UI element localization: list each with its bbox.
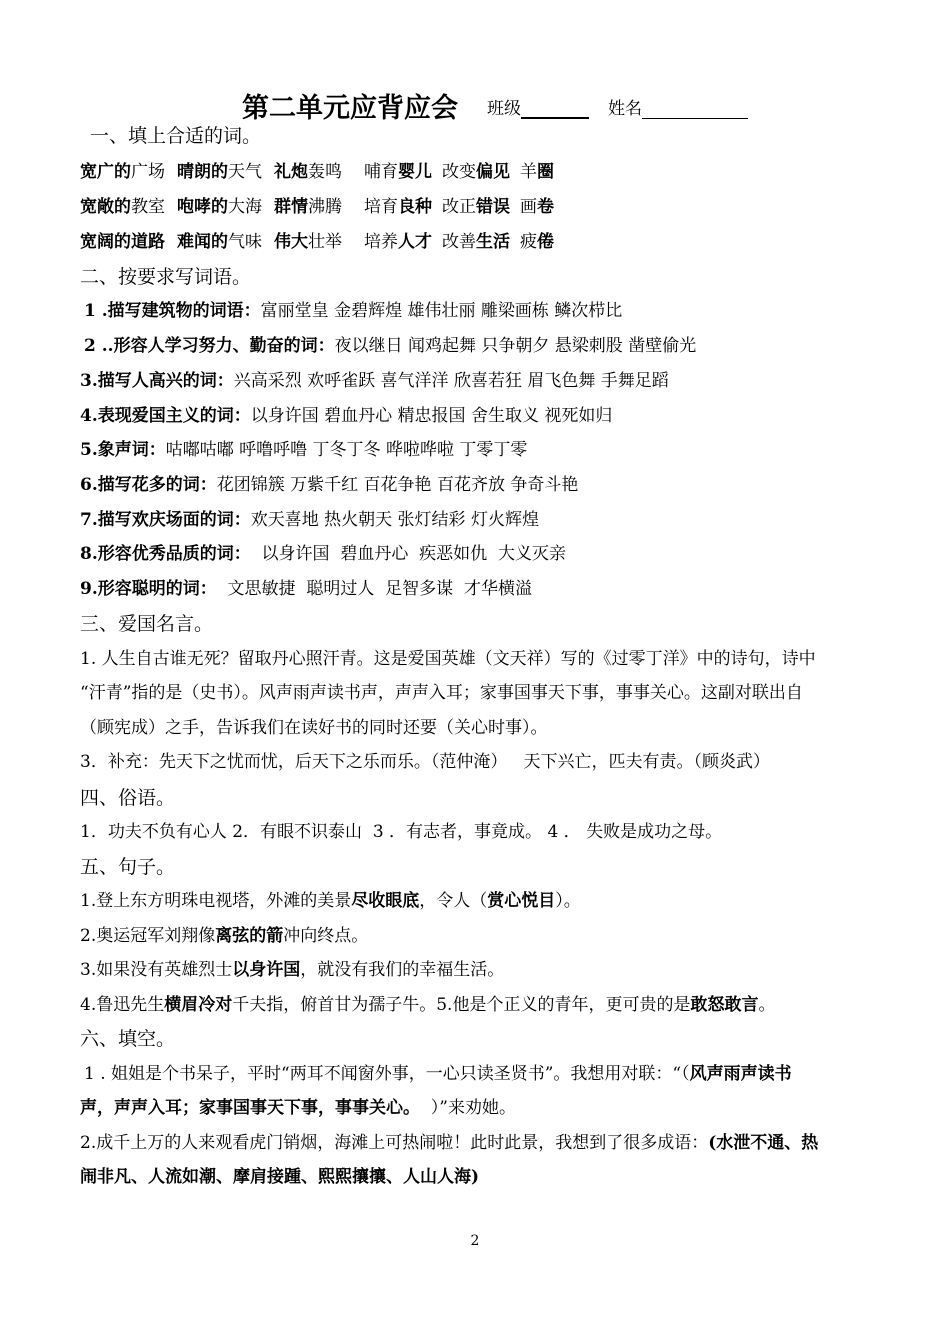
section-6-heading: 六、填空。 bbox=[80, 1028, 176, 1050]
word-bold: 错误 bbox=[476, 197, 510, 217]
word: 哺育 bbox=[364, 162, 398, 182]
item-text: 兴高采烈 欢呼雀跃 喜气洋洋 欣喜若狂 眉飞色舞 手舞足蹈 bbox=[233, 371, 669, 391]
text: ）。 bbox=[555, 891, 581, 911]
item-label: 2 ..形容人学习努力、勤奋的词： bbox=[84, 336, 335, 356]
word-bold: 宽阔的道路 bbox=[80, 232, 165, 252]
fill-row-1 bbox=[80, 160, 880, 184]
text: 2.奥运冠军刘翔像 bbox=[80, 926, 216, 946]
text: 3.如果没有英雄烈士 bbox=[80, 960, 233, 980]
fill-line bbox=[80, 1131, 880, 1155]
text-bold: 敢怒敢言 bbox=[690, 995, 759, 1015]
list-item bbox=[84, 299, 884, 323]
word: 壮举 bbox=[308, 232, 342, 252]
item-text: 欢天喜地 热火朝天 张灯结彩 灯火辉煌 bbox=[250, 510, 539, 530]
word-bold: 群情 bbox=[274, 197, 308, 217]
name-blank bbox=[642, 100, 748, 119]
item-label: 4.表现爱国主义的词： bbox=[80, 406, 251, 426]
item-label: 1 .描写建筑物的词语： bbox=[84, 301, 261, 321]
item-text: 文思敏捷 聪明过人 足智多谋 才华横溢 bbox=[216, 579, 532, 599]
word-bold: 晴朗的 bbox=[177, 162, 228, 182]
sentence-line bbox=[80, 889, 880, 913]
text: 1.登上东方明珠电视塔，外滩的美景 bbox=[80, 891, 352, 911]
word-bold: 难闻的 bbox=[177, 232, 228, 252]
sentence-line bbox=[80, 924, 880, 948]
text: 4.鲁迅先生 bbox=[80, 995, 165, 1015]
word: 改善 bbox=[442, 232, 476, 252]
text-bold: 风声雨声读书 bbox=[689, 1064, 792, 1084]
word-bold: 卷 bbox=[537, 197, 554, 217]
word: 培育 bbox=[364, 197, 398, 217]
list-item bbox=[80, 542, 880, 566]
fill-row-3 bbox=[80, 230, 880, 254]
paragraph-line: 1．功夫不负有心人 2．有眼不识泰山 3 ．有志者，事竟成。 4 ． 失败是成功之母。 bbox=[80, 822, 723, 842]
class-field bbox=[487, 94, 589, 119]
word-bold: 生活 bbox=[476, 232, 510, 252]
item-label: 8.形容优秀品质的词： bbox=[80, 544, 251, 564]
item-label: 6.描写花多的词： bbox=[80, 475, 217, 495]
item-text: 富丽堂皇 金碧辉煌 雄伟壮丽 雕梁画栋 鳞次栉比 bbox=[260, 301, 623, 321]
paragraph-line: 1. 人生自古谁无死？留取丹心照汗青。这是爱国英雄（文天祥）写的《过零丁洋》中的诗句，诗中 bbox=[80, 649, 816, 669]
name-label: 姓名 bbox=[608, 99, 642, 119]
section-5-heading: 五、句子。 bbox=[80, 856, 176, 878]
text: ，就没有我们的幸福生活。 bbox=[300, 960, 505, 980]
class-blank bbox=[521, 99, 589, 119]
fill-line bbox=[84, 1062, 884, 1086]
paragraph-line: 3．补充：先天下之忧而忧，后天下之乐而乐。（范仲淹） 天下兴亡，匹夫有责。（顾炎武） bbox=[80, 752, 771, 772]
word: 羊 bbox=[520, 162, 537, 182]
section-1-heading: 一、填上合适的词。 bbox=[90, 125, 262, 147]
text-bold: 声，声声入耳；家事国事天下事，事事关心。 bbox=[80, 1098, 420, 1118]
page-title: 第二单元应背应会 bbox=[242, 93, 458, 124]
word-bold: 伟大 bbox=[274, 232, 308, 252]
text: ，令人（ bbox=[419, 891, 488, 911]
section-4-heading: 四、俗语。 bbox=[80, 787, 176, 809]
name-field bbox=[608, 94, 748, 119]
text-bold: 赏心悦目 bbox=[487, 891, 556, 911]
list-item bbox=[80, 404, 880, 428]
word-bold: 偏见 bbox=[476, 162, 510, 182]
text: ）”来劝她。 bbox=[420, 1098, 516, 1118]
sentence-line bbox=[80, 993, 880, 1017]
word: 教室 bbox=[131, 197, 165, 217]
fill-line bbox=[80, 1096, 880, 1120]
item-label: 5.象声词： bbox=[80, 440, 166, 460]
list-item bbox=[80, 369, 880, 393]
word-bold: 宽广的 bbox=[80, 162, 131, 182]
word: 沸腾 bbox=[308, 197, 342, 217]
text-bold: 尽收眼底 bbox=[351, 891, 420, 911]
word-bold: 人才 bbox=[398, 232, 432, 252]
word: 轰鸣 bbox=[308, 162, 342, 182]
list-item bbox=[80, 577, 880, 601]
word-bold: 宽敞的 bbox=[80, 197, 131, 217]
paragraph-line: （顾宪成）之手，告诉我们在读好书的同时还要（关心时事）。 bbox=[80, 718, 548, 738]
section-3-heading: 三、爱国名言。 bbox=[80, 613, 214, 635]
page-number: 2 bbox=[470, 1233, 480, 1249]
text: 千夫指，俯首甘为孺子牛。5.他是个正义的青年，更可贵的是 bbox=[232, 995, 691, 1015]
fill-line bbox=[80, 1165, 880, 1189]
list-item bbox=[80, 473, 880, 497]
word-bold: 礼炮 bbox=[274, 162, 308, 182]
item-label: 7.描写欢庆场面的词： bbox=[80, 510, 251, 530]
item-text: 花团锦簇 万紫千红 百花争艳 百花齐放 争奇斗艳 bbox=[216, 475, 579, 495]
section-2-heading: 二、按要求写词语。 bbox=[80, 266, 252, 288]
sentence-line bbox=[80, 958, 880, 982]
text-bold: (水泄不通、热 bbox=[708, 1133, 819, 1153]
list-item bbox=[80, 508, 880, 532]
word: 改正 bbox=[442, 197, 476, 217]
text: 2.成千上万的人来观看虎门销烟，海滩上可热闹啦！此时此景，我想到了很多成语： bbox=[80, 1133, 709, 1153]
item-text: 以身许国 碧血丹心 疾恶如仇 大义灭亲 bbox=[250, 544, 566, 564]
text-bold: 横眉冷对 bbox=[164, 995, 233, 1015]
class-label: 班级 bbox=[487, 99, 521, 119]
text: 。 bbox=[758, 995, 776, 1015]
item-text: 夜以继日 闻鸡起舞 只争朝夕 悬梁刺股 凿壁偷光 bbox=[334, 336, 697, 356]
text-bold: 以身许国 bbox=[232, 960, 301, 980]
word: 广场 bbox=[131, 162, 165, 182]
item-label: 3.描写人高兴的词： bbox=[80, 371, 234, 391]
list-item bbox=[80, 438, 880, 462]
word-bold: 倦 bbox=[537, 232, 554, 252]
word: 改变 bbox=[442, 162, 476, 182]
item-text: 咕嘟咕嘟 呼噜呼噜 丁冬丁冬 哗啦哗啦 丁零丁零 bbox=[165, 440, 528, 460]
paragraph-line: “汗青”指的是（史书）。风声雨声读书声，声声入耳；家事国事天下事，事事关心。这副对联出自 bbox=[80, 683, 803, 703]
item-label: 9.形容聪明的词： bbox=[80, 579, 217, 599]
word-bold: 咆哮的 bbox=[177, 197, 228, 217]
word: 培养 bbox=[364, 232, 398, 252]
word-bold: 婴儿 bbox=[398, 162, 432, 182]
text: 1 . 姐姐是个书呆子，平时“两耳不闻窗外事，一心只读圣贤书”。我想用对联：“（ bbox=[84, 1064, 690, 1084]
word: 画 bbox=[520, 197, 537, 217]
title-row bbox=[0, 86, 950, 126]
text-bold: 离弦的箭 bbox=[215, 926, 284, 946]
word: 天气 bbox=[228, 162, 262, 182]
word: 大海 bbox=[228, 197, 262, 217]
word: 气味 bbox=[228, 232, 262, 252]
word-bold: 圈 bbox=[537, 162, 554, 182]
word-bold: 良种 bbox=[398, 197, 432, 217]
list-item bbox=[84, 334, 884, 358]
item-text: 以身许国 碧血丹心 精忠报国 舍生取义 视死如归 bbox=[250, 406, 613, 426]
text: 冲向终点。 bbox=[283, 926, 369, 946]
text-bold: 闹非凡、人流如潮、摩肩接踵、熙熙攘攘、人山人海) bbox=[80, 1167, 480, 1187]
fill-row-2 bbox=[80, 195, 880, 219]
word: 疲 bbox=[520, 232, 537, 252]
